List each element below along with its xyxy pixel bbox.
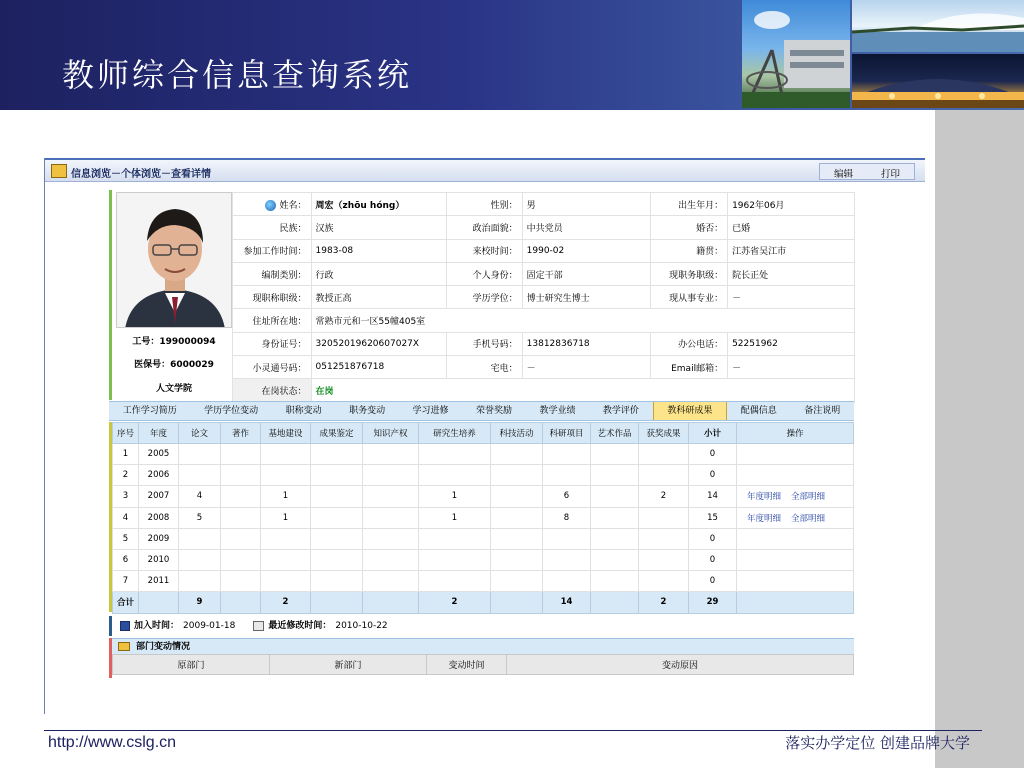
col-change-time: 变动时间 [427, 655, 507, 675]
table-cell: 4 [113, 507, 139, 528]
political-label: 政治面貌： [447, 216, 522, 239]
table-cell: 5 [179, 507, 221, 528]
table-cell [363, 549, 419, 570]
total-cell [591, 592, 639, 613]
total-cell [139, 592, 179, 613]
work-start-label: 参加工作时间： [233, 239, 312, 262]
table-cell [491, 486, 543, 507]
folder-icon [118, 642, 130, 651]
footer-divider [44, 730, 982, 731]
table-cell [639, 571, 689, 592]
table-cell [311, 507, 363, 528]
political-value: 中共党员 [522, 216, 651, 239]
year-detail-link[interactable]: 年度明细 [747, 513, 782, 524]
research-col-header: 年度 [139, 423, 179, 444]
email-value: － [728, 356, 855, 379]
table-cell: 2 [113, 465, 139, 486]
table-cell [179, 571, 221, 592]
research-table-header [113, 423, 854, 444]
operations-cell [737, 507, 854, 528]
modified-time-label: 最近修改时间： [268, 621, 332, 631]
globe-icon [265, 200, 276, 211]
work-id: 工号：199000094 [132, 337, 216, 347]
footer-motto: 落实办学定位 创建品牌大学 [785, 734, 970, 752]
table-cell [591, 507, 639, 528]
dept-change-section [109, 638, 854, 678]
table-cell [591, 571, 639, 592]
dept-change-table [112, 654, 854, 675]
phs-label: 小灵通号码： [233, 356, 312, 379]
table-cell [179, 444, 221, 465]
modified-time-value: 2010-10-22 [335, 621, 388, 631]
identity-label: 个人身份： [447, 262, 522, 285]
table-cell [491, 528, 543, 549]
table-cell [639, 507, 689, 528]
table-cell [419, 571, 491, 592]
table-cell [221, 486, 261, 507]
table-cell [591, 444, 639, 465]
research-col-header: 论文 [179, 423, 221, 444]
col-old-dept: 原部门 [113, 655, 270, 675]
table-cell: 0 [689, 465, 737, 486]
id-card-label: 身份证号： [233, 332, 312, 355]
table-cell: 2005 [139, 444, 179, 465]
table-cell: 1 [419, 507, 491, 528]
table-cell [261, 465, 311, 486]
table-cell [363, 571, 419, 592]
research-col-header: 知识产权 [363, 423, 419, 444]
table-cell [419, 528, 491, 549]
address-label: 住址所在地： [233, 309, 312, 332]
table-row [113, 528, 854, 549]
table-cell: 0 [689, 571, 737, 592]
table-cell [363, 465, 419, 486]
research-stats [109, 422, 854, 612]
col-new-dept: 新部门 [270, 655, 427, 675]
detail-panel [44, 158, 924, 714]
table-cell: 3 [113, 486, 139, 507]
table-cell [311, 444, 363, 465]
table-cell [639, 444, 689, 465]
join-time-label: 加入时间： [134, 621, 180, 631]
edit-icon [253, 621, 264, 631]
operations-cell [737, 486, 854, 507]
identity-value: 固定干部 [522, 262, 651, 285]
degree-label: 学历学位： [447, 286, 522, 309]
total-cell: 9 [179, 592, 221, 613]
gender-label: 性别： [447, 193, 522, 216]
gender-value: 男 [522, 193, 651, 216]
operations-cell [737, 444, 854, 465]
research-col-header: 艺术作品 [591, 423, 639, 444]
panel-titlebar [45, 158, 925, 182]
table-row [113, 507, 854, 528]
specialty-label: 现从事专业： [651, 286, 728, 309]
total-cell: 2 [261, 592, 311, 613]
table-cell: 15 [689, 507, 737, 528]
tab-teaching-evaluation[interactable]: 教学评价 [602, 406, 639, 416]
total-cell [311, 592, 363, 613]
table-cell: 1 [261, 486, 311, 507]
operations-cell [737, 549, 854, 570]
table-cell [419, 444, 491, 465]
marital-value: 已婚 [728, 216, 855, 239]
table-cell: 1 [113, 444, 139, 465]
tab-notes[interactable]: 备注说明 [804, 406, 841, 416]
profile-block [109, 190, 855, 400]
table-row [113, 549, 854, 570]
table-cell: 2006 [139, 465, 179, 486]
research-col-header: 序号 [113, 423, 139, 444]
campus-photo-lake [852, 0, 1024, 52]
phs-value: 051251876718 [311, 356, 447, 379]
native-place-label: 籍贯： [651, 239, 728, 262]
total-cell [363, 592, 419, 613]
tab-research-results[interactable]: 教科研成果 [653, 402, 727, 420]
table-cell [221, 549, 261, 570]
native-place-value: 江苏省吴江市 [728, 239, 855, 262]
home-phone-value: － [522, 356, 651, 379]
table-cell: 0 [689, 549, 737, 570]
tab-position-change[interactable]: 职务变动 [349, 406, 386, 416]
table-cell [543, 528, 591, 549]
profile-table [232, 192, 855, 403]
college-name: 人文学院 [116, 378, 232, 401]
slide-header [0, 0, 1024, 110]
dept-change-title: 部门变动情况 [136, 641, 191, 652]
table-cell: 4 [179, 486, 221, 507]
total-cell: 2 [639, 592, 689, 613]
table-cell [363, 507, 419, 528]
table-cell: 0 [689, 528, 737, 549]
join-school-value: 1990-02 [522, 239, 651, 262]
name-label: 姓名： [233, 193, 312, 216]
campus-photo-night [852, 54, 1024, 108]
table-cell [311, 571, 363, 592]
staff-type-label: 编制类别： [233, 262, 312, 285]
table-cell [261, 549, 311, 570]
total-cell [491, 592, 543, 613]
table-cell [639, 528, 689, 549]
degree-value: 博士研究生博士 [522, 286, 651, 309]
mobile-value: 13812836718 [522, 332, 651, 355]
birth-label: 出生年月： [651, 193, 728, 216]
table-cell [363, 444, 419, 465]
table-cell [179, 528, 221, 549]
table-cell [311, 528, 363, 549]
profile-photo [116, 192, 232, 328]
tab-degree-change[interactable]: 学历学位变动 [204, 406, 259, 416]
table-cell [419, 549, 491, 570]
folder-icon [51, 164, 67, 178]
table-cell [261, 444, 311, 465]
tab-bar [109, 401, 854, 421]
email-label: Email邮箱： [651, 356, 728, 379]
all-detail-link[interactable]: 全部明细 [791, 513, 826, 524]
research-col-header: 小计 [689, 423, 737, 444]
ethnicity-value: 汉族 [311, 216, 447, 239]
save-icon [120, 621, 130, 631]
all-detail-link[interactable]: 全部明细 [791, 492, 826, 503]
total-row [113, 592, 854, 613]
research-col-header: 成果鉴定 [311, 423, 363, 444]
print-button[interactable]: 打印 [880, 169, 900, 180]
name-value: 周宏（zhōu hóng） [311, 193, 447, 216]
table-cell: 5 [113, 528, 139, 549]
dept-change-title-bar [112, 638, 854, 654]
insurance-id: 医保号：6000029 [134, 360, 214, 371]
table-cell [639, 549, 689, 570]
position-label: 现职务职级： [651, 262, 728, 285]
year-detail-link[interactable]: 年度明细 [747, 492, 782, 503]
table-row [113, 444, 854, 465]
table-cell [179, 465, 221, 486]
table-cell [591, 528, 639, 549]
mobile-label: 手机号码： [447, 332, 522, 355]
table-cell [261, 571, 311, 592]
table-cell [639, 465, 689, 486]
table-cell: 6 [113, 549, 139, 570]
tab-title-change[interactable]: 职称变动 [285, 406, 322, 416]
table-cell [591, 486, 639, 507]
office-phone-label: 办公电话： [651, 332, 728, 355]
side-strip [935, 110, 1024, 768]
table-cell [221, 444, 261, 465]
edit-button[interactable]: 编辑 [833, 169, 853, 180]
col-change-reason: 变动原因 [507, 655, 854, 675]
table-cell: 0 [689, 444, 737, 465]
table-cell: 2008 [139, 507, 179, 528]
total-cell [737, 592, 854, 613]
research-col-header: 获奖成果 [639, 423, 689, 444]
position-value: 院长正处 [728, 262, 855, 285]
ethnicity-label: 民族： [233, 216, 312, 239]
tab-study[interactable]: 学习进修 [412, 406, 449, 416]
table-cell: 2007 [139, 486, 179, 507]
slide-title: 教师综合信息查询系统 [62, 56, 413, 94]
table-cell [543, 571, 591, 592]
tab-resume[interactable]: 工作学习简历 [122, 406, 177, 416]
table-cell [543, 444, 591, 465]
total-cell [221, 592, 261, 613]
footer-url[interactable]: http://www.cslg.cn [48, 734, 177, 751]
office-phone-value: 52251962 [728, 332, 855, 355]
table-row [113, 486, 854, 507]
operations-cell [737, 465, 854, 486]
tab-teaching-performance[interactable]: 教学业绩 [539, 406, 576, 416]
table-row [113, 465, 854, 486]
table-cell [491, 549, 543, 570]
join-time-value: 2009-01-18 [183, 621, 236, 631]
address-value: 常熟市元和一区55幢405室 [311, 309, 854, 332]
table-cell: 2009 [139, 528, 179, 549]
table-cell [591, 465, 639, 486]
total-cell: 合计 [113, 592, 139, 613]
tab-honors[interactable]: 荣誉奖励 [475, 406, 512, 416]
table-cell [311, 465, 363, 486]
campus-photo-building [742, 0, 850, 108]
title-rank-label: 现职称职级： [233, 286, 312, 309]
duty-status-label: 在岗状态： [233, 379, 312, 402]
total-cell: 2 [419, 592, 491, 613]
table-cell [491, 507, 543, 528]
table-cell [543, 549, 591, 570]
total-cell: 14 [543, 592, 591, 613]
table-cell: 6 [543, 486, 591, 507]
table-cell: 1 [419, 486, 491, 507]
research-col-header: 著作 [221, 423, 261, 444]
table-cell: 1 [261, 507, 311, 528]
total-cell: 29 [689, 592, 737, 613]
table-cell: 2010 [139, 549, 179, 570]
table-cell [363, 528, 419, 549]
research-col-header: 操作 [737, 423, 854, 444]
panel-title: 信息浏览－个体浏览－查看详情 [71, 169, 211, 180]
table-cell [491, 444, 543, 465]
table-cell [363, 486, 419, 507]
tab-spouse[interactable]: 配偶信息 [740, 406, 777, 416]
id-column [116, 331, 232, 401]
operations-cell [737, 571, 854, 592]
research-col-header: 科研项目 [543, 423, 591, 444]
table-cell [221, 465, 261, 486]
marital-label: 婚否： [651, 216, 728, 239]
table-cell [543, 465, 591, 486]
table-cell [179, 549, 221, 570]
research-col-header: 科技活动 [491, 423, 543, 444]
table-cell [491, 571, 543, 592]
work-start-value: 1983-08 [311, 239, 447, 262]
table-cell: 2 [639, 486, 689, 507]
staff-type-value: 行政 [311, 262, 447, 285]
research-col-header: 研究生培养 [419, 423, 491, 444]
table-cell [311, 486, 363, 507]
table-cell: 8 [543, 507, 591, 528]
panel-actions [819, 163, 915, 180]
table-cell [221, 571, 261, 592]
id-card-value: 32052019620607027X [311, 332, 447, 355]
title-rank-value: 教授正高 [311, 286, 447, 309]
research-table [112, 422, 854, 614]
table-cell [491, 465, 543, 486]
table-cell: 2011 [139, 571, 179, 592]
research-col-header: 基地建设 [261, 423, 311, 444]
join-school-label: 来校时间： [447, 239, 522, 262]
table-cell [419, 465, 491, 486]
table-cell [311, 549, 363, 570]
birth-value: 1962年06月 [728, 193, 855, 216]
table-cell [221, 507, 261, 528]
table-cell [261, 528, 311, 549]
table-cell: 7 [113, 571, 139, 592]
table-cell [591, 549, 639, 570]
table-cell [221, 528, 261, 549]
operations-cell [737, 528, 854, 549]
table-cell: 14 [689, 486, 737, 507]
home-phone-label: 宅电： [447, 356, 522, 379]
time-row [109, 616, 854, 636]
specialty-value: － [728, 286, 855, 309]
duty-status-value: 在岗 [311, 379, 854, 402]
table-row [113, 571, 854, 592]
